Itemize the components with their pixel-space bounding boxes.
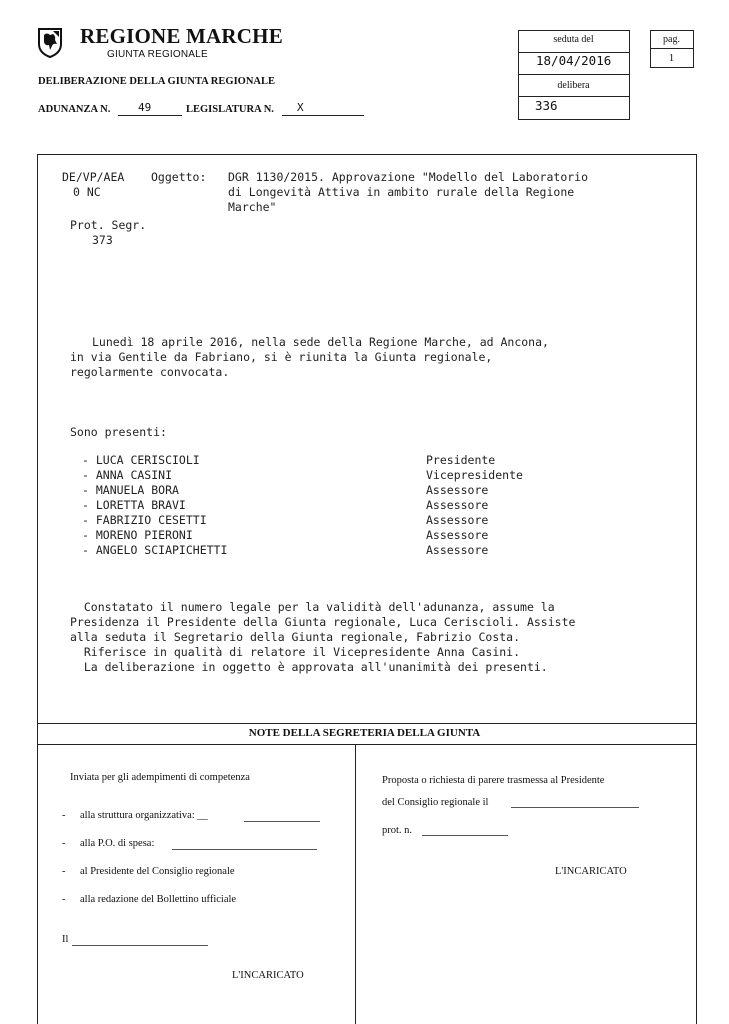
presente-name: - ANGELO SCIAPICHETTI [82,543,228,557]
legislatura-underline [282,115,364,116]
presente-name: - MORENO PIERONI [82,528,193,542]
date-fill-line [72,945,208,946]
bullet-dash: - [62,838,66,849]
oggetto-line-1: DGR 1130/2015. Approvazione "Modello del Laboratorio [228,170,589,184]
notes-title: NOTE DELLA SEGRETERIA DELLA GIUNTA [248,727,481,739]
notes-title-divider [37,744,696,745]
prot-value: 373 [92,233,113,247]
oggetto-line-3: Marche" [228,200,277,214]
deliberazione-heading: DELIBERAZIONE DELLA GIUNTA REGIONALE [38,76,275,87]
delibera-label: delibera [557,80,590,91]
oggetto-line-2: di Longevità Attiva in ambito rurale della Regione [228,185,575,199]
prot-label: Prot. Segr. [70,218,147,232]
notes-right-signature: L'INCARICATO [555,866,627,877]
bullet-dash: - [62,894,66,905]
notes-left-signature: L'INCARICATO [232,970,304,981]
pag-label: pag. [663,34,680,45]
presente-role: Assessore [426,528,489,542]
seduta-value: 18/04/2016 [536,53,612,68]
pag-value: 1 [668,52,675,64]
presente-name: - LORETTA BRAVI [82,498,186,512]
intro-line-1: Lunedì 18 aprile 2016, nella sede della Regione Marche, ad Ancona, [92,335,549,349]
notes-item-presidente: al Presidente del Consiglio regionale [80,866,235,877]
seduta-label: seduta del [553,34,594,45]
pag-divider [650,48,693,49]
closing-line-4: Riferisce in qualità di relatore il Vicepresidente Anna Casini. [70,645,521,659]
notes-item-bollettino: alla redazione del Bollettino ufficiale [80,894,237,905]
notes-item-po-spesa: alla P.O. di spesa: [80,838,155,849]
presente-name: - FABRIZIO CESETTI [82,513,207,527]
oggetto-label: Oggetto: [151,170,207,184]
fill-line [172,849,317,850]
adunanza-value: 49 [138,101,152,114]
notes-right-line-2: del Consiglio regionale il [382,797,489,808]
presenti-label: Sono presenti: [70,425,167,439]
presente-role: Assessore [426,513,489,527]
department-code-2: 0 NC [73,185,101,199]
closing-line-2: Presidenza il Presidente della Giunta regionale, Luca Ceriscioli. Assiste [70,615,576,629]
region-title: REGIONE MARCHE [80,24,283,48]
intro-line-3: regolarmente convocata. [70,365,230,379]
bullet-dash: - [62,866,66,877]
adunanza-underline [118,115,182,116]
department-code: DE/VP/AEA [62,170,125,184]
notes-left-heading: Inviata per gli adempimenti di competenza [70,772,250,783]
notes-column-divider [355,744,356,1024]
giunta-subtitle: GIUNTA REGIONALE [107,49,208,60]
notes-left-date-label: Il [62,934,69,945]
closing-line-1: Constatato il numero legale per la validità dell'adunanza, assume la [70,600,555,614]
presente-role: Assessore [426,543,489,557]
presente-role: Assessore [426,483,489,497]
fill-line [511,807,639,808]
fill-line [244,821,320,822]
presente-role: Presidente [426,453,496,467]
presente-role: Assessore [426,498,489,512]
bullet-dash: - [62,810,66,821]
presente-name: - ANNA CASINI [82,468,173,482]
delibera-value: 336 [535,98,558,113]
legislatura-value: X [297,101,304,114]
presente-name: - LUCA CERISCIOLI [82,453,200,467]
delibera-divider-2 [518,96,629,97]
fill-line [422,835,508,836]
presente-name: - MANUELA BORA [82,483,179,497]
intro-line-2: in via Gentile da Fabriano, si è riunita la Giunta regionale, [70,350,493,364]
adunanza-label: ADUNANZA N. [38,104,111,115]
legislatura-label: LEGISLATURA N. [186,104,274,115]
notes-right-prot: prot. n. [382,825,413,836]
regione-marche-emblem [37,26,63,58]
notes-right-line-1: Proposta o richiesta di parere trasmessa al Presidente [382,775,605,786]
closing-line-5: La deliberazione in oggetto è approvata all'unanimità dei presenti. [70,660,548,674]
closing-line-3: alla seduta il Segretario della Giunta regionale, Fabrizio Costa. [70,630,521,644]
notes-item-struttura: alla struttura organizzativa: __ [80,810,208,821]
presente-role: Vicepresidente [426,468,523,482]
delibera-divider [518,74,629,75]
